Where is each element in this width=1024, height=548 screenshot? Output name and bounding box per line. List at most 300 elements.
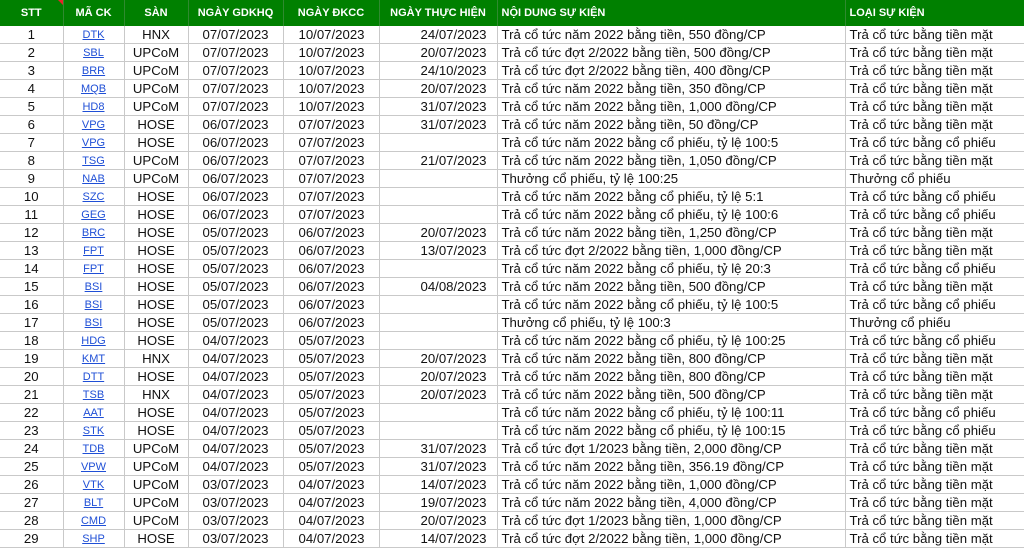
- header-stt[interactable]: STT: [0, 0, 63, 26]
- ngay-dkcc-cell[interactable]: 10/07/2023: [283, 62, 379, 80]
- ngay-dkcc-cell[interactable]: 04/07/2023: [283, 494, 379, 512]
- ma-ck-cell[interactable]: [63, 242, 124, 260]
- ngay-thuc-hien-cell[interactable]: 13/07/2023: [379, 242, 497, 260]
- loai-su-kien-cell[interactable]: Trả cổ tức bằng cổ phiếu: [845, 404, 1024, 422]
- san-cell[interactable]: HOSE: [124, 260, 188, 278]
- loai-su-kien-cell[interactable]: Trả cổ tức bằng tiền mặt: [845, 512, 1024, 530]
- stock-code-link[interactable]: TDB: [82, 443, 105, 455]
- san-cell[interactable]: UPCoM: [124, 152, 188, 170]
- loai-su-kien-cell[interactable]: Trả cổ tức bằng tiền mặt: [845, 242, 1024, 260]
- stock-code-link[interactable]: VPG: [81, 137, 106, 149]
- loai-su-kien-cell[interactable]: Trả cổ tức bằng cổ phiếu: [845, 332, 1024, 350]
- loai-su-kien-cell[interactable]: Trả cổ tức bằng cổ phiếu: [845, 134, 1024, 152]
- stock-code-link[interactable]: KMT: [81, 353, 106, 365]
- noi-dung-cell[interactable]: Trả cổ tức năm 2022 bằng tiền, 1,250 đồng/CP: [497, 224, 845, 242]
- ngay-gdkhq-cell[interactable]: 05/07/2023: [188, 296, 283, 314]
- ngay-gdkhq-cell[interactable]: 07/07/2023: [188, 26, 283, 44]
- table-row[interactable]: [0, 134, 1024, 152]
- ngay-dkcc-cell[interactable]: 04/07/2023: [283, 476, 379, 494]
- ngay-dkcc-cell[interactable]: 10/07/2023: [283, 26, 379, 44]
- loai-su-kien-cell[interactable]: Thưởng cổ phiếu: [845, 170, 1024, 188]
- stock-code-link[interactable]: SBL: [83, 47, 104, 59]
- noi-dung-cell[interactable]: Trả cổ tức năm 2022 bằng tiền, 1,050 đồng/CP: [497, 152, 845, 170]
- san-cell[interactable]: HOSE: [124, 332, 188, 350]
- loai-su-kien-cell[interactable]: Trả cổ tức bằng tiền mặt: [845, 98, 1024, 116]
- table-row[interactable]: [0, 98, 1024, 116]
- ngay-thuc-hien-cell[interactable]: 19/07/2023: [379, 494, 497, 512]
- san-cell[interactable]: UPCoM: [124, 98, 188, 116]
- ngay-dkcc-cell[interactable]: 10/07/2023: [283, 98, 379, 116]
- table-row[interactable]: [0, 476, 1024, 494]
- stock-code-link[interactable]: NAB: [82, 173, 105, 185]
- san-cell[interactable]: HOSE: [124, 368, 188, 386]
- ngay-dkcc-cell[interactable]: 10/07/2023: [283, 44, 379, 62]
- stt-cell[interactable]: 19: [0, 350, 63, 368]
- stt-cell[interactable]: 13: [0, 242, 63, 260]
- table-row[interactable]: [0, 350, 1024, 368]
- ma-ck-cell[interactable]: [63, 350, 124, 368]
- stt-cell[interactable]: 12: [0, 224, 63, 242]
- table-row[interactable]: [0, 368, 1024, 386]
- stt-cell[interactable]: 3: [0, 62, 63, 80]
- ngay-dkcc-cell[interactable]: 07/07/2023: [283, 116, 379, 134]
- table-row[interactable]: [0, 386, 1024, 404]
- table-row[interactable]: [0, 278, 1024, 296]
- ngay-dkcc-cell[interactable]: 05/07/2023: [283, 458, 379, 476]
- loai-su-kien-cell[interactable]: Trả cổ tức bằng tiền mặt: [845, 494, 1024, 512]
- stt-cell[interactable]: 28: [0, 512, 63, 530]
- header-noi-dung[interactable]: NỘI DUNG SỰ KIỆN: [497, 0, 845, 26]
- san-cell[interactable]: UPCoM: [124, 80, 188, 98]
- stt-cell[interactable]: 1: [0, 26, 63, 44]
- loai-su-kien-cell[interactable]: Trả cổ tức bằng tiền mặt: [845, 278, 1024, 296]
- ma-ck-cell[interactable]: [63, 134, 124, 152]
- table-row[interactable]: [0, 242, 1024, 260]
- ngay-dkcc-cell[interactable]: 05/07/2023: [283, 368, 379, 386]
- ngay-dkcc-cell[interactable]: 06/07/2023: [283, 242, 379, 260]
- noi-dung-cell[interactable]: Trả cổ tức năm 2022 bằng tiền, 356.19 đồng/CP: [497, 458, 845, 476]
- ma-ck-cell[interactable]: [63, 152, 124, 170]
- ngay-dkcc-cell[interactable]: 07/07/2023: [283, 206, 379, 224]
- stt-cell[interactable]: 10: [0, 188, 63, 206]
- ngay-gdkhq-cell[interactable]: 03/07/2023: [188, 530, 283, 548]
- stt-cell[interactable]: 8: [0, 152, 63, 170]
- ngay-gdkhq-cell[interactable]: 05/07/2023: [188, 278, 283, 296]
- ma-ck-cell[interactable]: [63, 206, 124, 224]
- san-cell[interactable]: HOSE: [124, 134, 188, 152]
- ngay-thuc-hien-cell[interactable]: 20/07/2023: [379, 224, 497, 242]
- ngay-thuc-hien-cell[interactable]: [379, 260, 497, 278]
- ngay-gdkhq-cell[interactable]: 07/07/2023: [188, 62, 283, 80]
- loai-su-kien-cell[interactable]: Trả cổ tức bằng tiền mặt: [845, 458, 1024, 476]
- ngay-gdkhq-cell[interactable]: 04/07/2023: [188, 332, 283, 350]
- header-san[interactable]: SÀN: [124, 0, 188, 26]
- stt-cell[interactable]: 4: [0, 80, 63, 98]
- ma-ck-cell[interactable]: [63, 332, 124, 350]
- noi-dung-cell[interactable]: Trả cổ tức năm 2022 bằng cổ phiếu, tỷ lệ 100:15: [497, 422, 845, 440]
- ngay-gdkhq-cell[interactable]: 07/07/2023: [188, 44, 283, 62]
- ngay-thuc-hien-cell[interactable]: 20/07/2023: [379, 80, 497, 98]
- san-cell[interactable]: HOSE: [124, 242, 188, 260]
- ngay-dkcc-cell[interactable]: 06/07/2023: [283, 278, 379, 296]
- ngay-dkcc-cell[interactable]: 07/07/2023: [283, 152, 379, 170]
- loai-su-kien-cell[interactable]: Trả cổ tức bằng cổ phiếu: [845, 260, 1024, 278]
- stock-code-link[interactable]: BRR: [81, 65, 106, 77]
- san-cell[interactable]: HOSE: [124, 224, 188, 242]
- san-cell[interactable]: UPCoM: [124, 44, 188, 62]
- ngay-dkcc-cell[interactable]: 07/07/2023: [283, 134, 379, 152]
- stt-cell[interactable]: 23: [0, 422, 63, 440]
- ma-ck-cell[interactable]: [63, 116, 124, 134]
- stt-cell[interactable]: 15: [0, 278, 63, 296]
- ma-ck-cell[interactable]: [63, 26, 124, 44]
- ma-ck-cell[interactable]: [63, 224, 124, 242]
- ma-ck-cell[interactable]: [63, 512, 124, 530]
- noi-dung-cell[interactable]: Trả cổ tức đợt 2/2022 bằng tiền, 500 đồng/CP: [497, 44, 845, 62]
- ngay-gdkhq-cell[interactable]: 03/07/2023: [188, 476, 283, 494]
- stock-code-link[interactable]: BLT: [83, 497, 104, 509]
- stock-code-link[interactable]: VPW: [80, 461, 107, 473]
- stt-cell[interactable]: 26: [0, 476, 63, 494]
- noi-dung-cell[interactable]: Thưởng cổ phiếu, tỷ lệ 100:3: [497, 314, 845, 332]
- ngay-thuc-hien-cell[interactable]: 14/07/2023: [379, 476, 497, 494]
- ngay-thuc-hien-cell[interactable]: 20/07/2023: [379, 44, 497, 62]
- stt-cell[interactable]: 9: [0, 170, 63, 188]
- ngay-gdkhq-cell[interactable]: 05/07/2023: [188, 242, 283, 260]
- stock-code-link[interactable]: SHP: [82, 533, 105, 545]
- san-cell[interactable]: HOSE: [124, 188, 188, 206]
- loai-su-kien-cell[interactable]: Thưởng cổ phiếu: [845, 314, 1024, 332]
- ngay-dkcc-cell[interactable]: 06/07/2023: [283, 314, 379, 332]
- ngay-thuc-hien-cell[interactable]: 31/07/2023: [379, 440, 497, 458]
- stock-code-link[interactable]: FPT: [83, 245, 104, 257]
- stt-cell[interactable]: 17: [0, 314, 63, 332]
- table-row[interactable]: [0, 116, 1024, 134]
- stock-code-link[interactable]: STK: [82, 425, 105, 437]
- noi-dung-cell[interactable]: Trả cổ tức năm 2022 bằng cổ phiếu, tỷ lệ 100:11: [497, 404, 845, 422]
- table-row[interactable]: [0, 44, 1024, 62]
- loai-su-kien-cell[interactable]: Trả cổ tức bằng cổ phiếu: [845, 422, 1024, 440]
- ma-ck-cell[interactable]: [63, 44, 124, 62]
- stock-code-link[interactable]: AAT: [83, 407, 104, 419]
- ngay-gdkhq-cell[interactable]: 05/07/2023: [188, 260, 283, 278]
- ngay-thuc-hien-cell[interactable]: 24/07/2023: [379, 26, 497, 44]
- table-row[interactable]: [0, 332, 1024, 350]
- table-row[interactable]: [0, 224, 1024, 242]
- ngay-thuc-hien-cell[interactable]: [379, 314, 497, 332]
- header-ngay-thuc-hien[interactable]: NGÀY THỰC HIỆN: [379, 0, 497, 26]
- san-cell[interactable]: UPCoM: [124, 170, 188, 188]
- san-cell[interactable]: UPCoM: [124, 440, 188, 458]
- ma-ck-cell[interactable]: [63, 278, 124, 296]
- ngay-dkcc-cell[interactable]: 05/07/2023: [283, 386, 379, 404]
- stock-code-link[interactable]: BSI: [84, 299, 103, 311]
- ngay-thuc-hien-cell[interactable]: 24/10/2023: [379, 62, 497, 80]
- ma-ck-cell[interactable]: [63, 386, 124, 404]
- corner-comment-marker: [58, 0, 63, 5]
- noi-dung-cell[interactable]: Trả cổ tức năm 2022 bằng tiền, 500 đồng/CP: [497, 278, 845, 296]
- table-row[interactable]: [0, 80, 1024, 98]
- noi-dung-cell[interactable]: Trả cổ tức năm 2022 bằng tiền, 350 đồng/CP: [497, 80, 845, 98]
- ngay-thuc-hien-cell[interactable]: 21/07/2023: [379, 152, 497, 170]
- ngay-thuc-hien-cell[interactable]: 20/07/2023: [379, 368, 497, 386]
- stock-code-link[interactable]: GEG: [81, 209, 106, 221]
- ma-ck-cell[interactable]: [63, 476, 124, 494]
- san-cell[interactable]: UPCoM: [124, 512, 188, 530]
- header-loai[interactable]: LOẠI SỰ KIỆN: [845, 0, 1024, 26]
- table-row[interactable]: [0, 494, 1024, 512]
- ngay-thuc-hien-cell[interactable]: [379, 296, 497, 314]
- stock-code-link[interactable]: DTT: [82, 371, 105, 383]
- ma-ck-cell[interactable]: [63, 494, 124, 512]
- ngay-thuc-hien-cell[interactable]: [379, 404, 497, 422]
- loai-su-kien-cell[interactable]: Trả cổ tức bằng tiền mặt: [845, 386, 1024, 404]
- table-row[interactable]: [0, 206, 1024, 224]
- noi-dung-cell[interactable]: Trả cổ tức đợt 1/2023 bằng tiền, 1,000 đồng/CP: [497, 512, 845, 530]
- noi-dung-cell[interactable]: Trả cổ tức năm 2022 bằng tiền, 550 đồng/CP: [497, 26, 845, 44]
- ngay-thuc-hien-cell[interactable]: [379, 170, 497, 188]
- stt-cell[interactable]: 29: [0, 530, 63, 548]
- ngay-gdkhq-cell[interactable]: 06/07/2023: [188, 116, 283, 134]
- ngay-gdkhq-cell[interactable]: 04/07/2023: [188, 386, 283, 404]
- stock-code-link[interactable]: HDG: [81, 335, 106, 347]
- ngay-thuc-hien-cell[interactable]: [379, 188, 497, 206]
- ngay-dkcc-cell[interactable]: 05/07/2023: [283, 350, 379, 368]
- ngay-gdkhq-cell[interactable]: 03/07/2023: [188, 494, 283, 512]
- stt-cell[interactable]: 22: [0, 404, 63, 422]
- loai-su-kien-cell[interactable]: Trả cổ tức bằng cổ phiếu: [845, 206, 1024, 224]
- loai-su-kien-cell[interactable]: Trả cổ tức bằng tiền mặt: [845, 62, 1024, 80]
- ngay-thuc-hien-cell[interactable]: 31/07/2023: [379, 458, 497, 476]
- san-cell[interactable]: HOSE: [124, 314, 188, 332]
- ngay-gdkhq-cell[interactable]: 04/07/2023: [188, 458, 283, 476]
- ngay-gdkhq-cell[interactable]: 06/07/2023: [188, 188, 283, 206]
- san-cell[interactable]: HOSE: [124, 116, 188, 134]
- stt-cell[interactable]: 6: [0, 116, 63, 134]
- san-cell[interactable]: HOSE: [124, 404, 188, 422]
- noi-dung-cell[interactable]: Trả cổ tức năm 2022 bằng cổ phiếu, tỷ lệ 100:5: [497, 296, 845, 314]
- loai-su-kien-cell[interactable]: Trả cổ tức bằng tiền mặt: [845, 116, 1024, 134]
- ngay-gdkhq-cell[interactable]: 06/07/2023: [188, 152, 283, 170]
- ngay-dkcc-cell[interactable]: 10/07/2023: [283, 80, 379, 98]
- ngay-thuc-hien-cell[interactable]: [379, 332, 497, 350]
- noi-dung-cell[interactable]: Trả cổ tức năm 2022 bằng tiền, 50 đồng/CP: [497, 116, 845, 134]
- loai-su-kien-cell[interactable]: Trả cổ tức bằng tiền mặt: [845, 440, 1024, 458]
- stock-code-link[interactable]: MQB: [80, 83, 107, 95]
- ngay-gdkhq-cell[interactable]: 06/07/2023: [188, 170, 283, 188]
- table-row[interactable]: [0, 296, 1024, 314]
- loai-su-kien-cell[interactable]: Trả cổ tức bằng tiền mặt: [845, 368, 1024, 386]
- loai-su-kien-cell[interactable]: Trả cổ tức bằng cổ phiếu: [845, 188, 1024, 206]
- ma-ck-cell[interactable]: [63, 530, 124, 548]
- table-row[interactable]: [0, 170, 1024, 188]
- ngay-gdkhq-cell[interactable]: 07/07/2023: [188, 80, 283, 98]
- noi-dung-cell[interactable]: Trả cổ tức đợt 2/2022 bằng tiền, 1,000 đồng/CP: [497, 530, 845, 548]
- table-row[interactable]: [0, 530, 1024, 548]
- ngay-thuc-hien-cell[interactable]: 14/07/2023: [379, 530, 497, 548]
- loai-su-kien-cell[interactable]: Trả cổ tức bằng tiền mặt: [845, 224, 1024, 242]
- ngay-gdkhq-cell[interactable]: 07/07/2023: [188, 98, 283, 116]
- noi-dung-cell[interactable]: Trả cổ tức năm 2022 bằng cổ phiếu, tỷ lệ 5:1: [497, 188, 845, 206]
- stock-code-link[interactable]: BSI: [84, 317, 103, 329]
- ma-ck-cell[interactable]: [63, 260, 124, 278]
- header-ngay-gdkhq[interactable]: NGÀY GDKHQ: [188, 0, 283, 26]
- table-row[interactable]: [0, 458, 1024, 476]
- noi-dung-cell[interactable]: Trả cổ tức năm 2022 bằng tiền, 1,000 đồng/CP: [497, 476, 845, 494]
- noi-dung-cell[interactable]: Trả cổ tức năm 2022 bằng cổ phiếu, tỷ lệ 20:3: [497, 260, 845, 278]
- san-cell[interactable]: UPCoM: [124, 62, 188, 80]
- ma-ck-cell[interactable]: [63, 368, 124, 386]
- ngay-thuc-hien-cell[interactable]: 20/07/2023: [379, 512, 497, 530]
- ngay-dkcc-cell[interactable]: 05/07/2023: [283, 404, 379, 422]
- noi-dung-cell[interactable]: Trả cổ tức năm 2022 bằng cổ phiếu, tỷ lệ 100:25: [497, 332, 845, 350]
- ngay-gdkhq-cell[interactable]: 04/07/2023: [188, 350, 283, 368]
- ngay-dkcc-cell[interactable]: 04/07/2023: [283, 530, 379, 548]
- stt-cell[interactable]: 14: [0, 260, 63, 278]
- ngay-gdkhq-cell[interactable]: 04/07/2023: [188, 422, 283, 440]
- ngay-gdkhq-cell[interactable]: 06/07/2023: [188, 134, 283, 152]
- loai-su-kien-cell[interactable]: Trả cổ tức bằng tiền mặt: [845, 80, 1024, 98]
- stock-code-link[interactable]: DTK: [82, 29, 105, 41]
- ma-ck-cell[interactable]: [63, 80, 124, 98]
- loai-su-kien-cell[interactable]: Trả cổ tức bằng tiền mặt: [845, 350, 1024, 368]
- table-row[interactable]: [0, 152, 1024, 170]
- noi-dung-cell[interactable]: Trả cổ tức đợt 1/2023 bằng tiền, 2,000 đồng/CP: [497, 440, 845, 458]
- header-row: [0, 0, 1024, 26]
- ngay-dkcc-cell[interactable]: 05/07/2023: [283, 422, 379, 440]
- san-cell[interactable]: HNX: [124, 26, 188, 44]
- ma-ck-cell[interactable]: [63, 170, 124, 188]
- stock-code-link[interactable]: CMD: [80, 515, 107, 527]
- table-row[interactable]: [0, 188, 1024, 206]
- noi-dung-cell[interactable]: Trả cổ tức năm 2022 bằng tiền, 1,000 đồng/CP: [497, 98, 845, 116]
- ngay-thuc-hien-cell[interactable]: [379, 206, 497, 224]
- stt-cell[interactable]: 20: [0, 368, 63, 386]
- san-cell[interactable]: HNX: [124, 350, 188, 368]
- ma-ck-cell[interactable]: [63, 62, 124, 80]
- noi-dung-cell[interactable]: Trả cổ tức năm 2022 bằng tiền, 800 đồng/CP: [497, 350, 845, 368]
- ma-ck-cell[interactable]: [63, 296, 124, 314]
- san-cell[interactable]: HNX: [124, 386, 188, 404]
- stt-cell[interactable]: 16: [0, 296, 63, 314]
- stock-code-link[interactable]: SZC: [82, 191, 105, 203]
- stock-code-link[interactable]: FPT: [83, 263, 104, 275]
- stock-code-link[interactable]: VPG: [81, 119, 106, 131]
- loai-su-kien-cell[interactable]: Trả cổ tức bằng tiền mặt: [845, 152, 1024, 170]
- noi-dung-cell[interactable]: Trả cổ tức đợt 2/2022 bằng tiền, 400 đồng/CP: [497, 62, 845, 80]
- ngay-dkcc-cell[interactable]: 07/07/2023: [283, 188, 379, 206]
- ngay-dkcc-cell[interactable]: 05/07/2023: [283, 440, 379, 458]
- ngay-thuc-hien-cell[interactable]: 20/07/2023: [379, 386, 497, 404]
- stt-cell[interactable]: 7: [0, 134, 63, 152]
- ngay-thuc-hien-cell[interactable]: 04/08/2023: [379, 278, 497, 296]
- loai-su-kien-cell[interactable]: Trả cổ tức bằng tiền mặt: [845, 44, 1024, 62]
- san-cell[interactable]: UPCoM: [124, 476, 188, 494]
- noi-dung-cell[interactable]: Thưởng cổ phiếu, tỷ lệ 100:25: [497, 170, 845, 188]
- table-row[interactable]: [0, 422, 1024, 440]
- ngay-gdkhq-cell[interactable]: 04/07/2023: [188, 404, 283, 422]
- ma-ck-cell[interactable]: [63, 188, 124, 206]
- ma-ck-cell[interactable]: [63, 440, 124, 458]
- table-row[interactable]: [0, 62, 1024, 80]
- stt-cell[interactable]: 24: [0, 440, 63, 458]
- table-row[interactable]: [0, 26, 1024, 44]
- ngay-gdkhq-cell[interactable]: 04/07/2023: [188, 368, 283, 386]
- stock-code-link[interactable]: BSI: [84, 281, 103, 293]
- stt-cell[interactable]: 18: [0, 332, 63, 350]
- san-cell[interactable]: HOSE: [124, 206, 188, 224]
- san-cell[interactable]: UPCoM: [124, 494, 188, 512]
- stock-code-link[interactable]: TSB: [82, 389, 105, 401]
- san-cell[interactable]: HOSE: [124, 296, 188, 314]
- ma-ck-cell[interactable]: [63, 98, 124, 116]
- ngay-dkcc-cell[interactable]: 07/07/2023: [283, 170, 379, 188]
- ngay-dkcc-cell[interactable]: 04/07/2023: [283, 512, 379, 530]
- ma-ck-cell[interactable]: [63, 404, 124, 422]
- stock-code-link[interactable]: BRC: [81, 227, 106, 239]
- ma-ck-cell[interactable]: [63, 314, 124, 332]
- stock-code-link[interactable]: VTK: [82, 479, 105, 491]
- san-cell[interactable]: HOSE: [124, 422, 188, 440]
- ngay-gdkhq-cell[interactable]: 05/07/2023: [188, 314, 283, 332]
- noi-dung-cell[interactable]: Trả cổ tức năm 2022 bằng cổ phiếu, tỷ lệ 100:5: [497, 134, 845, 152]
- loai-su-kien-cell[interactable]: Trả cổ tức bằng tiền mặt: [845, 530, 1024, 548]
- ngay-thuc-hien-cell[interactable]: 31/07/2023: [379, 116, 497, 134]
- stt-cell[interactable]: 2: [0, 44, 63, 62]
- noi-dung-cell[interactable]: Trả cổ tức năm 2022 bằng tiền, 4,000 đồng/CP: [497, 494, 845, 512]
- san-cell[interactable]: HOSE: [124, 278, 188, 296]
- table-row[interactable]: [0, 512, 1024, 530]
- ngay-dkcc-cell[interactable]: 06/07/2023: [283, 260, 379, 278]
- ngay-thuc-hien-cell[interactable]: [379, 422, 497, 440]
- loai-su-kien-cell[interactable]: Trả cổ tức bằng tiền mặt: [845, 476, 1024, 494]
- table-row[interactable]: [0, 260, 1024, 278]
- ngay-gdkhq-cell[interactable]: 05/07/2023: [188, 224, 283, 242]
- ngay-thuc-hien-cell[interactable]: 20/07/2023: [379, 350, 497, 368]
- noi-dung-cell[interactable]: Trả cổ tức năm 2022 bằng tiền, 500 đồng/CP: [497, 386, 845, 404]
- san-cell[interactable]: UPCoM: [124, 458, 188, 476]
- ngay-dkcc-cell[interactable]: 05/07/2023: [283, 332, 379, 350]
- stock-code-link[interactable]: TSG: [82, 155, 105, 167]
- ngay-gdkhq-cell[interactable]: 04/07/2023: [188, 440, 283, 458]
- header-ma-ck[interactable]: MÃ CK: [63, 0, 124, 26]
- ma-ck-cell[interactable]: [63, 458, 124, 476]
- san-cell[interactable]: HOSE: [124, 530, 188, 548]
- header-ngay-dkcc[interactable]: NGÀY ĐKCC: [283, 0, 379, 26]
- ngay-dkcc-cell[interactable]: 06/07/2023: [283, 296, 379, 314]
- stt-cell[interactable]: 11: [0, 206, 63, 224]
- stt-cell[interactable]: 27: [0, 494, 63, 512]
- table-row[interactable]: [0, 404, 1024, 422]
- ngay-thuc-hien-cell[interactable]: [379, 134, 497, 152]
- ngay-gdkhq-cell[interactable]: 03/07/2023: [188, 512, 283, 530]
- loai-su-kien-cell[interactable]: Trả cổ tức bằng cổ phiếu: [845, 296, 1024, 314]
- ngay-dkcc-cell[interactable]: 06/07/2023: [283, 224, 379, 242]
- ngay-gdkhq-cell[interactable]: 06/07/2023: [188, 206, 283, 224]
- noi-dung-cell[interactable]: Trả cổ tức năm 2022 bằng cổ phiếu, tỷ lệ 100:6: [497, 206, 845, 224]
- stt-cell[interactable]: 25: [0, 458, 63, 476]
- ngay-thuc-hien-cell[interactable]: 31/07/2023: [379, 98, 497, 116]
- stt-cell[interactable]: 5: [0, 98, 63, 116]
- noi-dung-cell[interactable]: Trả cổ tức năm 2022 bằng tiền, 800 đồng/CP: [497, 368, 845, 386]
- table-row[interactable]: [0, 440, 1024, 458]
- loai-su-kien-cell[interactable]: Trả cổ tức bằng tiền mặt: [845, 26, 1024, 44]
- table-row[interactable]: [0, 314, 1024, 332]
- ma-ck-cell[interactable]: [63, 422, 124, 440]
- stock-code-link[interactable]: HD8: [82, 101, 105, 113]
- stt-cell[interactable]: 21: [0, 386, 63, 404]
- noi-dung-cell[interactable]: Trả cổ tức đợt 2/2022 bằng tiền, 1,000 đồng/CP: [497, 242, 845, 260]
